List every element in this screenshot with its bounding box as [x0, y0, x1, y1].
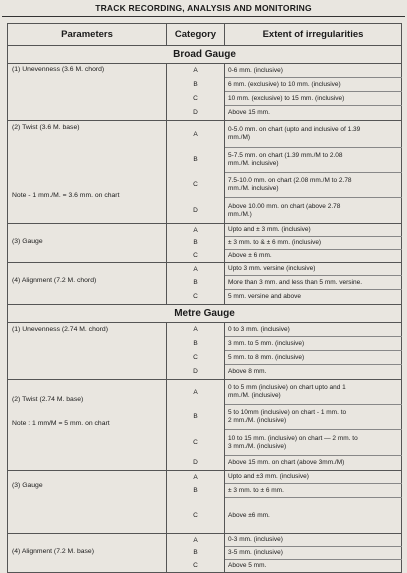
extent-text: [228, 148, 401, 172]
category-cell: [167, 337, 225, 351]
extent-text: [228, 380, 401, 404]
extent-line: 2 mm./M. (inclusive): [228, 417, 287, 424]
category-value: A: [193, 326, 198, 333]
extent-line: Upto and ± 3 mm. (inclusive): [228, 226, 311, 233]
category-value: B: [193, 339, 198, 347]
parameter-note: Note - 1 mm./M. = 3.6 mm. on chart: [12, 192, 120, 199]
table-body: [8, 46, 402, 573]
category-cell: [167, 405, 225, 430]
extent-line: Above 15 mm. on chart (above 3mm./M): [228, 459, 345, 466]
category-cell: [167, 456, 225, 471]
extent-line: 10 mm. (exclusive) to 15 mm. (inclusive): [228, 94, 345, 102]
extent-text: [228, 547, 401, 559]
parameter-label: (3) Gauge: [12, 482, 43, 489]
category-cell: [167, 121, 225, 148]
category-value: A: [193, 388, 198, 396]
extent-cell: [225, 337, 402, 351]
parameter-cell: [8, 121, 167, 224]
category-value: B: [193, 239, 198, 246]
extent-cell: [225, 547, 402, 560]
parameters-header: Parameters: [8, 24, 167, 46]
extent-cell: [225, 380, 402, 405]
parameter-label: (3) Gauge: [12, 238, 43, 245]
category-cell: [167, 560, 225, 573]
extent-text: [228, 276, 401, 289]
category-cell: [167, 106, 225, 121]
category-cell: [167, 290, 225, 305]
extent-cell: [225, 237, 402, 250]
extent-text: [228, 106, 401, 120]
extent-cell: [225, 78, 402, 92]
parameter-label: (2) Twist (3.6 M. base): [12, 124, 80, 131]
extent-text: [228, 484, 401, 497]
parameter-note: Note : 1 mm/M = 5 mm. on chart: [12, 420, 110, 427]
category-cell: [167, 64, 225, 78]
parameter-label: (1) Unevenness (3.6 M. chord): [12, 66, 105, 73]
extent-text: [228, 456, 401, 470]
table-row: [8, 323, 402, 337]
extent-line: Upto 3 mm. versine (inclusive): [228, 265, 316, 272]
extent-cell: [225, 224, 402, 237]
category-cell: [167, 250, 225, 263]
category-value: C: [193, 353, 198, 361]
parameter-cell: [8, 263, 167, 305]
section-title: Broad Gauge: [8, 46, 402, 64]
extent-text: [228, 405, 401, 429]
extent-text: [228, 365, 401, 379]
extent-text: [228, 237, 401, 249]
category-value: D: [193, 368, 198, 375]
category-cell: [167, 323, 225, 337]
extent-line: mm./M.): [228, 210, 252, 218]
table-row: [8, 64, 402, 78]
extent-line: 5 to 10mm (inclusive) on chart - 1 mm. to: [228, 409, 347, 416]
extent-line: 5 mm. versine and above: [228, 293, 301, 300]
table-row: [8, 471, 402, 484]
extent-cell: [225, 64, 402, 78]
parameter-cell: [8, 534, 167, 573]
extent-line: Above ±6 mm.: [228, 511, 270, 519]
irregularities-table: [7, 23, 402, 573]
table-row: [8, 121, 402, 148]
category-value: C: [193, 511, 198, 519]
extent-cell: [225, 106, 402, 121]
parameter-cell: [8, 471, 167, 534]
category-cell: [167, 92, 225, 106]
extent-line: 3-5 mm. (inclusive): [228, 549, 283, 556]
category-value: D: [193, 459, 198, 466]
category-cell: [167, 263, 225, 276]
category-value: A: [193, 536, 198, 544]
section-row: [8, 46, 402, 64]
extent-line: mm./M): [228, 134, 251, 141]
extent-line: 0-3 mm. (inclusive): [228, 536, 283, 543]
parameter-label: (4) Alignment (7.2 M. chord): [12, 277, 97, 284]
extent-line: 3 mm./M. (inclusive): [228, 442, 287, 450]
category-value: B: [193, 278, 198, 286]
extent-cell: [225, 263, 402, 276]
extent-line: mm./M. inclusive): [228, 160, 279, 167]
category-value: C: [193, 94, 198, 102]
extent-text: [228, 498, 401, 533]
extent-line: 5 mm. to 8 mm. (inclusive): [228, 353, 305, 361]
extent-line: mm./M. inclusive): [228, 185, 279, 192]
extent-line: ± 3 mm. to ± 6 mm.: [228, 486, 284, 494]
parameter-label: (1) Unevenness (2.74 M. chord): [12, 326, 108, 333]
extent-text: [228, 560, 401, 572]
category-cell: [167, 471, 225, 484]
extent-header: Extent of irregularities: [225, 24, 402, 46]
extent-text: [228, 337, 401, 350]
category-cell: [167, 224, 225, 237]
category-cell: [167, 380, 225, 405]
extent-line: Above 15 mm.: [228, 109, 270, 116]
extent-cell: [225, 290, 402, 305]
extent-text: [228, 198, 401, 223]
extent-cell: [225, 250, 402, 263]
category-value: A: [193, 473, 198, 481]
extent-line: ± 3 mm. to & ± 6 mm. (inclusive): [228, 239, 322, 246]
table-row: [8, 380, 402, 405]
extent-line: 0-6 mm. (inclusive): [228, 66, 283, 74]
table-row: [8, 534, 402, 547]
parameter-cell: [8, 64, 167, 121]
extent-line: 5-7.5 mm. on chart (1.39 mm./M to 2.08: [228, 152, 343, 159]
category-value: C: [193, 252, 198, 259]
extent-text: [228, 471, 401, 483]
category-header: Category: [167, 24, 225, 46]
extent-cell: [225, 92, 402, 106]
extent-line: 0 to 5 mm (inclusive) on chart upto and 1: [228, 384, 346, 391]
extent-text: [228, 173, 401, 197]
category-cell: [167, 534, 225, 547]
extent-line: Above 5 mm.: [228, 562, 267, 569]
category-cell: [167, 498, 225, 534]
category-cell: [167, 430, 225, 456]
extent-text: [228, 92, 401, 105]
category-value: C: [193, 562, 198, 569]
category-cell: [167, 365, 225, 380]
extent-cell: [225, 560, 402, 573]
category-cell: [167, 173, 225, 198]
parameter-cell: [8, 323, 167, 380]
extent-line: 7.5-10.0 mm. on chart (2.08 mm./M to 2.78: [228, 177, 352, 184]
category-value: A: [193, 265, 198, 273]
extent-text: [228, 250, 401, 262]
extent-cell: [225, 198, 402, 224]
category-cell: [167, 78, 225, 92]
extent-line: 0-5.0 mm. on chart (upto and inclusive of 1.39: [228, 126, 361, 133]
extent-text: [228, 78, 401, 91]
extent-cell: [225, 430, 402, 456]
extent-text: [228, 224, 401, 236]
extent-line: 0 to 3 mm. (inclusive): [228, 325, 290, 333]
extent-line: Above 8 mm.: [228, 368, 267, 375]
extent-cell: [225, 471, 402, 484]
category-cell: [167, 148, 225, 173]
table-row: [8, 224, 402, 237]
category-value: C: [193, 438, 198, 446]
extent-line: More than 3 mm. and less than 5 mm. versine.: [228, 278, 363, 286]
category-value: B: [193, 156, 198, 163]
category-cell: [167, 547, 225, 560]
extent-line: 3 mm. to 5 mm. (inclusive): [228, 339, 305, 347]
extent-cell: [225, 484, 402, 498]
header-row: [8, 24, 402, 46]
extent-text: [228, 64, 401, 77]
extent-cell: [225, 173, 402, 198]
extent-line: Above ± 6 mm.: [228, 252, 272, 259]
extent-line: 10 to 15 mm. (inclusive) on chart — 2 mm. to: [228, 434, 358, 442]
category-cell: [167, 484, 225, 498]
extent-cell: [225, 351, 402, 365]
category-cell: [167, 276, 225, 290]
category-cell: [167, 198, 225, 224]
category-cell: [167, 237, 225, 250]
parameter-label: (2) Twist (2.74 M. base): [12, 396, 84, 403]
category-value: C: [193, 293, 198, 300]
category-value: B: [193, 413, 198, 420]
extent-line: mm./M. (inclusive): [228, 392, 281, 399]
section-row: [8, 305, 402, 323]
category-value: D: [193, 206, 198, 214]
category-value: B: [193, 549, 198, 556]
extent-text: [228, 121, 401, 147]
category-cell: [167, 351, 225, 365]
category-value: A: [193, 226, 198, 234]
extent-cell: [225, 121, 402, 148]
category-value: C: [193, 181, 198, 188]
title-rule: [2, 16, 405, 17]
extent-cell: [225, 276, 402, 290]
extent-cell: [225, 148, 402, 173]
extent-line: Above 10.00 mm. on chart (above 2.78: [228, 202, 341, 210]
extent-text: [228, 290, 401, 304]
category-value: D: [193, 109, 198, 116]
extent-text: [228, 263, 401, 275]
extent-text: [228, 323, 401, 336]
parameter-cell: [8, 224, 167, 263]
parameter-cell: [8, 380, 167, 471]
extent-line: 6 mm. (exclusive) to 10 mm. (inclusive): [228, 80, 341, 88]
category-value: A: [193, 130, 198, 138]
extent-cell: [225, 323, 402, 337]
extent-cell: [225, 456, 402, 471]
extent-cell: [225, 498, 402, 534]
extent-cell: [225, 405, 402, 430]
category-value: B: [193, 80, 198, 88]
extent-text: [228, 534, 401, 546]
parameter-label: (4) Alignment (7.2 M. base): [12, 548, 94, 555]
section-title: Metre Gauge: [8, 305, 402, 323]
extent-cell: [225, 534, 402, 547]
extent-text: [228, 430, 401, 455]
extent-text: [228, 351, 401, 364]
extent-line: Upto and ±3 mm. (inclusive): [228, 473, 309, 480]
category-value: B: [193, 486, 198, 494]
page-title: TRACK RECORDING, ANALYSIS AND MONITORING: [95, 3, 312, 13]
table-row: [8, 263, 402, 276]
category-value: A: [193, 67, 198, 74]
extent-cell: [225, 365, 402, 380]
